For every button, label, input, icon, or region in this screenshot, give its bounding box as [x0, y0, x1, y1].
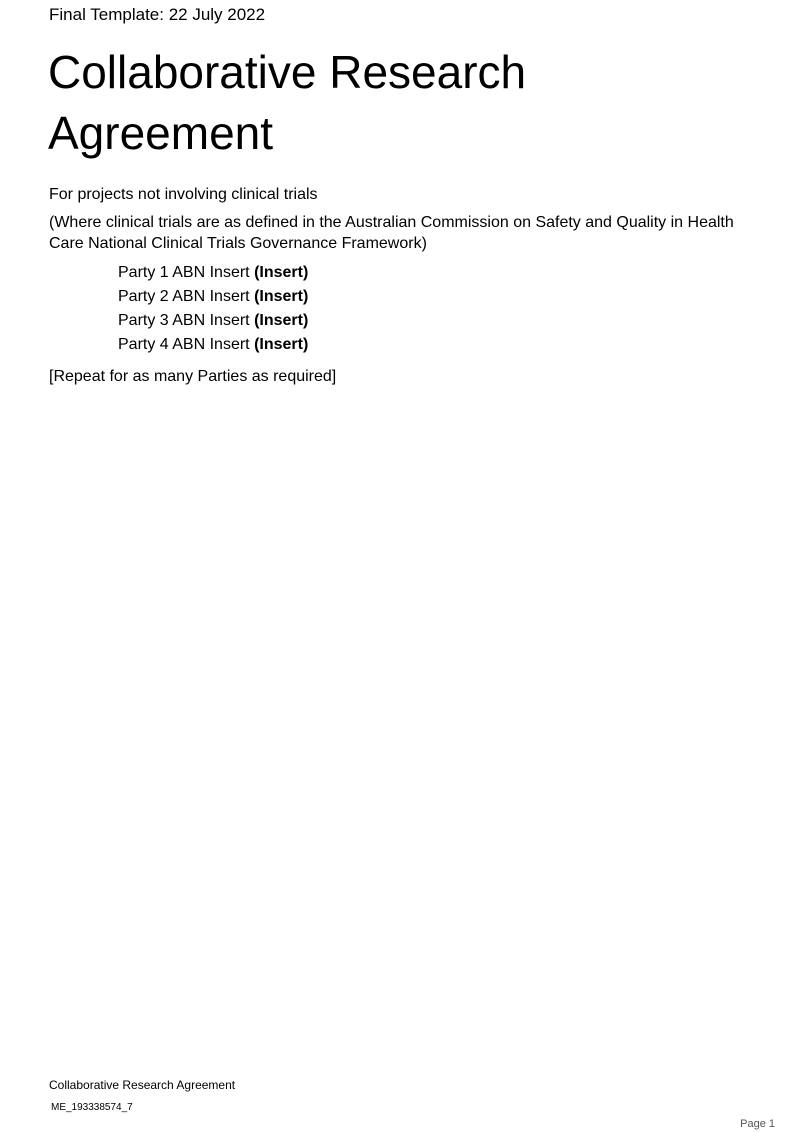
party-label: Party 4 ABN Insert [118, 336, 250, 353]
document-subtitle: For projects not involving clinical trials [49, 186, 318, 203]
party-label: Party 2 ABN Insert [118, 288, 250, 305]
document-title [48, 42, 748, 164]
page-number: Page 1 [740, 1118, 775, 1130]
party-label: Party 1 ABN Insert [118, 264, 250, 281]
party-item [118, 261, 308, 285]
footer-reference: ME_193338574_7 [51, 1102, 133, 1113]
party-item [118, 309, 308, 333]
party-item [118, 333, 308, 357]
parties-list [118, 261, 308, 357]
party-label: Party 3 ABN Insert [118, 312, 250, 329]
party-item [118, 285, 308, 309]
clinical-trials-note: (Where clinical trials are as defined in the Australian Commission on Safety and Quality in Health Care National Clinical Trials Governance Framework) [49, 214, 734, 252]
repeat-parties-note: [Repeat for as many Parties as required] [49, 368, 337, 385]
party-insert-placeholder: (Insert) [254, 264, 309, 281]
template-label: Final Template: 22 July 2022 [49, 5, 266, 24]
party-insert-placeholder: (Insert) [254, 288, 309, 305]
document-title-line-2: Agreement [48, 107, 274, 159]
party-insert-placeholder: (Insert) [254, 312, 309, 329]
footer-title: Collaborative Research Agreement [49, 1078, 236, 1092]
document-title-line-1: Collaborative Research [48, 46, 527, 98]
party-insert-placeholder: (Insert) [254, 336, 309, 353]
